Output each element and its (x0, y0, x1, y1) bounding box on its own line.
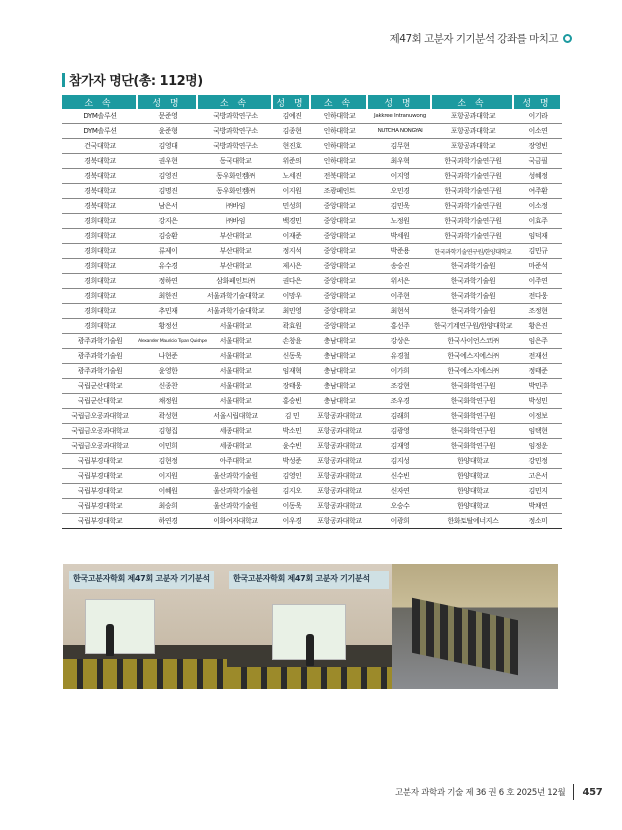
affiliation-cell: 한국과학기술원 (432, 289, 514, 304)
name-cell: 신동욱 (273, 349, 311, 364)
name-cell: 이우경 (273, 514, 311, 529)
affiliation-cell: 국립부경대학교 (62, 514, 138, 529)
name-cell: 류제이 (138, 244, 198, 259)
name-cell: 이지원 (138, 469, 198, 484)
affiliation-cell: 한국과학기술연구원 (432, 184, 514, 199)
name-cell: 이망우 (273, 289, 311, 304)
projection-screen (85, 599, 155, 654)
name-cell: 김무현 (368, 139, 432, 154)
affiliation-cell: 한국과학기술연구원 (432, 154, 514, 169)
title-bar-icon (62, 73, 65, 87)
name-cell: 임은주 (514, 334, 562, 349)
affiliation-cell: 인하대학교 (311, 109, 368, 124)
affiliation-cell: 광주과학기술원 (62, 349, 138, 364)
affiliation-cell: 포항공과대학교 (432, 109, 514, 124)
affiliation-cell: 서울과학기술대학교 (198, 304, 273, 319)
name-cell: 조우경 (368, 394, 432, 409)
name-cell: 임덕재 (514, 229, 562, 244)
name-cell: 하연경 (138, 514, 198, 529)
affiliation-cell: 서울대학교 (198, 379, 273, 394)
name-cell: 김승환 (138, 229, 198, 244)
affiliation-cell: 한국과학기술연구원/한양대학교 (432, 244, 514, 259)
name-cell: 채정원 (138, 394, 198, 409)
table-row (62, 484, 562, 499)
affiliation-cell: 포항공과대학교 (311, 484, 368, 499)
affiliation-cell: 서울대학교 (198, 349, 273, 364)
affiliation-cell: 한국에스지에스㈜ (432, 364, 514, 379)
name-cell: 곽성현 (138, 409, 198, 424)
affiliation-cell: 국립부경대학교 (62, 454, 138, 469)
footer-divider (573, 784, 574, 800)
affiliation-cell: 국립금오공과대학교 (62, 439, 138, 454)
name-cell: 이소정 (514, 199, 562, 214)
section-header (390, 31, 572, 46)
affiliation-cell: 한국과학기술연구원 (432, 169, 514, 184)
affiliation-cell: 국립부경대학교 (62, 499, 138, 514)
header-name: 성 명 (138, 95, 198, 109)
banner: 한국고분자학회 제47회 고분자 기기분석 (229, 571, 389, 589)
name-cell: 김영인 (273, 469, 311, 484)
page-footer (395, 784, 602, 800)
photo-audience (392, 564, 558, 689)
affiliation-cell: 한국화학연구원 (432, 394, 514, 409)
name-cell: 전다웅 (514, 289, 562, 304)
affiliation-cell: 포항공과대학교 (432, 139, 514, 154)
name-cell: 오승수 (368, 499, 432, 514)
affiliation-cell: 삼화페인트㈜ (198, 274, 273, 289)
affiliation-cell: 포항공과대학교 (311, 409, 368, 424)
photo-lecture-2 (227, 564, 392, 689)
affiliation-cell: 동국대학교 (198, 154, 273, 169)
name-cell: 전재선 (514, 349, 562, 364)
table-row (62, 394, 562, 409)
affiliation-cell: 중앙대학교 (311, 304, 368, 319)
affiliation-cell: 충남대학교 (311, 379, 368, 394)
name-cell: 김민욱 (368, 199, 432, 214)
table-row (62, 409, 562, 424)
table-row (62, 244, 562, 259)
name-cell: 이효주 (514, 214, 562, 229)
name-cell: 정하연 (138, 274, 198, 289)
affiliation-cell: 중앙대학교 (311, 319, 368, 334)
header-affiliation: 소 속 (311, 95, 368, 109)
table-row (62, 304, 562, 319)
affiliation-cell: 서울대학교 (198, 319, 273, 334)
header-affiliation: 소 속 (62, 95, 138, 109)
affiliation-cell: 조광페인트 (311, 184, 368, 199)
participant-table (62, 95, 562, 529)
affiliation-cell: 경희대학교 (62, 274, 138, 289)
affiliation-cell: 서울시립대학교 (198, 409, 273, 424)
table-row (62, 334, 562, 349)
affiliation-cell: 경북대학교 (62, 169, 138, 184)
affiliation-cell: 서울대학교 (198, 334, 273, 349)
name-cell: 추민재 (138, 304, 198, 319)
affiliation-cell: 포항공과대학교 (432, 124, 514, 139)
table-header-row (62, 95, 562, 109)
affiliation-cell: 중앙대학교 (311, 244, 368, 259)
table-row (62, 469, 562, 484)
name-cell: 박소민 (273, 424, 311, 439)
name-cell: 이가희 (368, 364, 432, 379)
affiliation-cell: 동우화인켐㈜ (198, 169, 273, 184)
table-row (62, 139, 562, 154)
affiliation-cell: 중앙대학교 (311, 229, 368, 244)
audience-seats (63, 659, 227, 689)
name-cell: 권다은 (273, 274, 311, 289)
affiliation-cell: 한양대학교 (432, 484, 514, 499)
affiliation-cell: 국립금오공과대학교 (62, 424, 138, 439)
name-cell: 신수빈 (368, 469, 432, 484)
journal-info: 고분자 과학과 기술 제 36 권 6 호 2025년 12월 (395, 788, 566, 798)
table-row (62, 424, 562, 439)
header-name: 성 명 (273, 95, 311, 109)
name-cell: 윤준형 (138, 124, 198, 139)
affiliation-cell: 경북대학교 (62, 199, 138, 214)
name-cell: 유수경 (138, 259, 198, 274)
name-cell: 정태준 (514, 364, 562, 379)
name-cell: 국금필 (514, 154, 562, 169)
affiliation-cell: 경북대학교 (62, 154, 138, 169)
affiliation-cell: DYM솔루션 (62, 124, 138, 139)
name-cell: 정지석 (273, 244, 311, 259)
affiliation-cell: ㈜바임 (198, 199, 273, 214)
affiliation-cell: 세종대학교 (198, 439, 273, 454)
affiliation-cell: 국립군산대학교 (62, 394, 138, 409)
affiliation-cell: 아주대학교 (198, 454, 273, 469)
affiliation-cell: 충남대학교 (311, 334, 368, 349)
speaker (106, 624, 114, 656)
affiliation-cell: 포항공과대학교 (311, 514, 368, 529)
name-cell: 김광영 (368, 424, 432, 439)
affiliation-cell: 서울대학교 (198, 394, 273, 409)
name-cell: 정소미 (514, 514, 562, 529)
name-cell: 곽효원 (273, 319, 311, 334)
header-name: 성 명 (514, 95, 562, 109)
table-row (62, 289, 562, 304)
name-cell: 이정보 (514, 409, 562, 424)
name-cell: 권우현 (138, 154, 198, 169)
name-cell: 강민정 (514, 454, 562, 469)
name-cell: 신종찬 (138, 379, 198, 394)
name-cell: 이동욱 (273, 499, 311, 514)
name-cell: 이지원 (273, 184, 311, 199)
affiliation-cell: 중앙대학교 (311, 274, 368, 289)
name-cell: 성혜정 (514, 169, 562, 184)
name-cell: 유경철 (368, 349, 432, 364)
name-cell: 최승희 (138, 499, 198, 514)
table-row (62, 184, 562, 199)
name-cell: 김형집 (138, 424, 198, 439)
affiliation-cell: 이화여자대학교 (198, 514, 273, 529)
name-cell: 마준석 (514, 259, 562, 274)
name-cell: 백경민 (273, 214, 311, 229)
name-cell: 김영대 (138, 139, 198, 154)
table-row (62, 319, 562, 334)
affiliation-cell: 광주과학기술원 (62, 334, 138, 349)
name-cell: 이소연 (514, 124, 562, 139)
affiliation-cell: 충남대학교 (311, 349, 368, 364)
name-cell: 손창윤 (273, 334, 311, 349)
name-cell: 이혜원 (138, 484, 198, 499)
affiliation-cell: 한국과학기술연구원 (432, 214, 514, 229)
affiliation-cell: 경희대학교 (62, 304, 138, 319)
affiliation-cell: DYM솔루션 (62, 109, 138, 124)
name-cell: 윤영한 (138, 364, 198, 379)
name-cell: 김민지 (514, 484, 562, 499)
affiliation-cell: 건국대학교 (62, 139, 138, 154)
affiliation-cell: 부산대학교 (198, 229, 273, 244)
audience (412, 598, 518, 676)
section-title: 제47회 고분자 기기분석 강좌를 마치고 (389, 33, 558, 45)
affiliation-cell: 경희대학교 (62, 229, 138, 244)
name-cell: 김명진 (138, 184, 198, 199)
affiliation-cell: 한국기계연구원/한양대학교 (432, 319, 514, 334)
speaker (306, 634, 314, 666)
name-cell: 신자연 (368, 484, 432, 499)
table-row (62, 439, 562, 454)
photo-strip (63, 564, 558, 689)
table-row (62, 454, 562, 469)
table-row (62, 274, 562, 289)
affiliation-cell: 한국과학기술원 (432, 259, 514, 274)
name-cell: 김 민 (273, 409, 311, 424)
affiliation-cell: 국방과학연구소 (198, 109, 273, 124)
name-cell: 강지은 (138, 214, 198, 229)
name-cell: 위서은 (368, 274, 432, 289)
name-cell: 임정운 (514, 439, 562, 454)
name-cell: 황정선 (138, 319, 198, 334)
name-cell: 김지오 (273, 484, 311, 499)
name-cell: 임택현 (514, 424, 562, 439)
name-cell: 장태웅 (273, 379, 311, 394)
affiliation-cell: 한국화학연구원 (432, 439, 514, 454)
name-cell: 이기라 (514, 109, 562, 124)
name-cell: 장영빈 (514, 139, 562, 154)
affiliation-cell: 광주과학기술원 (62, 364, 138, 379)
name-cell: 이주연 (514, 274, 562, 289)
affiliation-cell: 국립부경대학교 (62, 484, 138, 499)
name-cell: 최현석 (368, 304, 432, 319)
affiliation-cell: 국립부경대학교 (62, 469, 138, 484)
affiliation-cell: 한국과학기술원 (432, 304, 514, 319)
name-cell: 이민희 (138, 439, 198, 454)
affiliation-cell: 한화토탈에너지스 (432, 514, 514, 529)
affiliation-cell: 경희대학교 (62, 259, 138, 274)
name-cell: 남은서 (138, 199, 198, 214)
name-cell: 김종현 (273, 124, 311, 139)
table-row (62, 229, 562, 244)
affiliation-cell: 경희대학교 (62, 244, 138, 259)
affiliation-cell: 경북대학교 (62, 184, 138, 199)
affiliation-cell: 서울과학기술대학교 (198, 289, 273, 304)
affiliation-cell: 한국에스지에스㈜ (432, 349, 514, 364)
affiliation-cell: 한국과학기술원 (432, 274, 514, 289)
name-cell: 홍승빈 (273, 394, 311, 409)
page-title (62, 70, 203, 89)
audience-seats (227, 667, 392, 689)
table-row (62, 259, 562, 274)
affiliation-cell: 한국화학연구원 (432, 409, 514, 424)
affiliation-cell: 국립금오공과대학교 (62, 409, 138, 424)
affiliation-cell: 세종대학교 (198, 424, 273, 439)
title-text: 참가자 명단(총: 112명) (69, 74, 203, 89)
table-row (62, 499, 562, 514)
name-cell: 오민경 (368, 184, 432, 199)
table-row (62, 154, 562, 169)
affiliation-cell: 국방과학연구소 (198, 139, 273, 154)
name-cell: 박준용 (368, 244, 432, 259)
name-cell: 박채연 (514, 499, 562, 514)
affiliation-cell: 동우화인켐㈜ (198, 184, 273, 199)
affiliation-cell: 인하대학교 (311, 124, 368, 139)
table-row (62, 124, 562, 139)
table-row (62, 364, 562, 379)
name-cell: 위준의 (273, 154, 311, 169)
affiliation-cell: 한양대학교 (432, 499, 514, 514)
name-cell: 홍선주 (368, 319, 432, 334)
name-cell: 박성민 (514, 394, 562, 409)
name-cell: 제시은 (273, 259, 311, 274)
name-cell: 최한진 (138, 289, 198, 304)
affiliation-cell: 충남대학교 (311, 394, 368, 409)
table-row (62, 214, 562, 229)
name-cell: 김래희 (368, 409, 432, 424)
header-affiliation: 소 속 (432, 95, 514, 109)
name-cell: 김재영 (368, 439, 432, 454)
name-cell: 황은진 (514, 319, 562, 334)
name-cell: 이재준 (273, 229, 311, 244)
name-cell: 민성희 (273, 199, 311, 214)
affiliation-cell: ㈜바임 (198, 214, 273, 229)
affiliation-cell: 울산과학기술원 (198, 499, 273, 514)
affiliation-cell: 경희대학교 (62, 289, 138, 304)
name-cell: 이광희 (368, 514, 432, 529)
affiliation-cell: 울산과학기술원 (198, 469, 273, 484)
name-cell: 김영진 (138, 169, 198, 184)
affiliation-cell: 포항공과대학교 (311, 469, 368, 484)
name-cell: 박세원 (368, 229, 432, 244)
table-row (62, 169, 562, 184)
name-cell: 고은서 (514, 469, 562, 484)
affiliation-cell: 포항공과대학교 (311, 424, 368, 439)
affiliation-cell: 한국화학연구원 (432, 379, 514, 394)
name-cell: 박민주 (514, 379, 562, 394)
affiliation-cell: 한국과학기술연구원 (432, 229, 514, 244)
table-row (62, 109, 562, 124)
name-cell: 임재혁 (273, 364, 311, 379)
affiliation-cell: 한국사이언스코㈜ (432, 334, 514, 349)
page-number: 457 (582, 786, 603, 798)
table-row (62, 379, 562, 394)
banner: 한국고분자학회 제47회 고분자 기기분석 (69, 571, 214, 589)
affiliation-cell: 인하대학교 (311, 154, 368, 169)
header-affiliation: 소 속 (198, 95, 273, 109)
name-cell: 여주환 (514, 184, 562, 199)
name-cell: 김민규 (514, 244, 562, 259)
affiliation-cell: 충남대학교 (311, 364, 368, 379)
affiliation-cell: 울산과학기술원 (198, 484, 273, 499)
name-cell: 박성준 (273, 454, 311, 469)
name-cell: 이지영 (368, 169, 432, 184)
name-cell: 최우혁 (368, 154, 432, 169)
affiliation-cell: 국방과학연구소 (198, 124, 273, 139)
name-cell: 나현준 (138, 349, 198, 364)
header-name: 성 명 (368, 95, 432, 109)
affiliation-cell: 부산대학교 (198, 244, 273, 259)
affiliation-cell: 포항공과대학교 (311, 499, 368, 514)
affiliation-cell: 중앙대학교 (311, 289, 368, 304)
name-cell: Alexander Mauricio Tipan Quishpe (138, 334, 198, 349)
table-row (62, 349, 562, 364)
name-cell: 강상은 (368, 334, 432, 349)
name-cell: 조강현 (368, 379, 432, 394)
affiliation-cell: 중앙대학교 (311, 199, 368, 214)
affiliation-cell: 서울대학교 (198, 364, 273, 379)
name-cell: 최민영 (273, 304, 311, 319)
affiliation-cell: 부산대학교 (198, 259, 273, 274)
name-cell: 김현정 (138, 454, 198, 469)
photo-lecture-1 (63, 564, 227, 689)
affiliation-cell: 한양대학교 (432, 469, 514, 484)
affiliation-cell: 한국과학기술연구원 (432, 199, 514, 214)
affiliation-cell: 포항공과대학교 (311, 439, 368, 454)
name-cell: 현진호 (273, 139, 311, 154)
affiliation-cell: 전북대학교 (311, 169, 368, 184)
name-cell: 김예진 (273, 109, 311, 124)
affiliation-cell: 경희대학교 (62, 319, 138, 334)
name-cell: 윤수빈 (273, 439, 311, 454)
table-row (62, 514, 562, 529)
affiliation-cell: 인하대학교 (311, 139, 368, 154)
circle-bullet-icon (563, 34, 572, 43)
table-row (62, 199, 562, 214)
name-cell: 노정원 (368, 214, 432, 229)
name-cell: Jakkree Intranuwong (368, 109, 432, 124)
name-cell: 노세진 (273, 169, 311, 184)
affiliation-cell: 한국화학연구원 (432, 424, 514, 439)
affiliation-cell: 경희대학교 (62, 214, 138, 229)
name-cell: 문준영 (138, 109, 198, 124)
affiliation-cell: 국립군산대학교 (62, 379, 138, 394)
affiliation-cell: 포항공과대학교 (311, 454, 368, 469)
name-cell: 이주현 (368, 289, 432, 304)
affiliation-cell: 중앙대학교 (311, 214, 368, 229)
name-cell: 김지성 (368, 454, 432, 469)
affiliation-cell: 중앙대학교 (311, 259, 368, 274)
name-cell: NUTCHA NONGYAI (368, 124, 432, 139)
affiliation-cell: 한양대학교 (432, 454, 514, 469)
name-cell: 송승진 (368, 259, 432, 274)
name-cell: 조정현 (514, 304, 562, 319)
